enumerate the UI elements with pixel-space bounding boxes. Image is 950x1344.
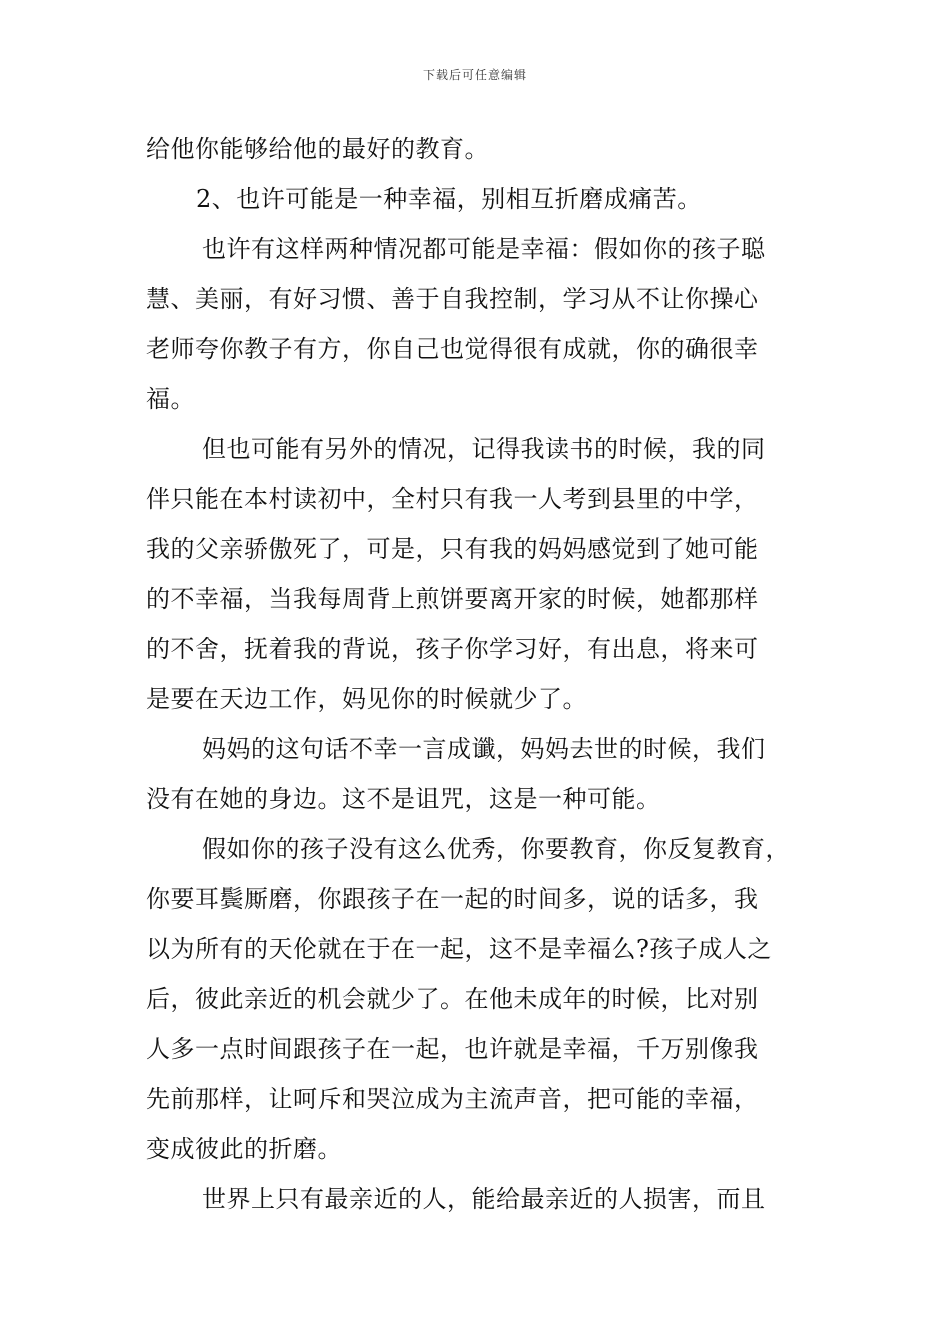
text-line: 后，彼此亲近的机会就少了。在他未成年的时候，比对别 <box>146 985 759 1013</box>
text-line: 福。 <box>146 385 195 413</box>
text-line: 假如你的孩子没有这么优秀，你要教育，你反复教育， <box>202 835 790 863</box>
text-line: 伴只能在本村读初中，全村只有我一人考到县里的中学， <box>146 485 759 513</box>
text-line: 你要耳鬓厮磨，你跟孩子在一起的时间多，说的话多，我 <box>146 885 759 913</box>
text-line: 人多一点时间跟孩子在一起，也许就是幸福，千万别像我 <box>146 1035 759 1063</box>
page-header: 下载后可任意编辑 <box>422 68 527 82</box>
section-heading: 2、也许可能是一种幸福，别相互折磨成痛苦。 <box>196 185 702 213</box>
document-body <box>146 124 808 1224</box>
text-line: 没有在她的身边。这不是诅咒，这是一种可能。 <box>146 785 661 813</box>
text-line: 的不舍，抚着我的背说，孩子你学习好，有出息，将来可 <box>146 635 759 663</box>
text-line: 但也可能有另外的情况，记得我读书的时候，我的同 <box>202 435 766 463</box>
text-line: 的不幸福，当我每周背上煎饼要离开家的时候，她都那样 <box>146 585 759 613</box>
text-line: 也许有这样两种情况都可能是幸福：假如你的孩子聪 <box>202 235 766 263</box>
text-line: 老师夸你教子有方，你自己也觉得很有成就，你的确很幸 <box>146 335 759 363</box>
text-line: 妈妈的这句话不幸一言成谶，妈妈去世的时候，我们 <box>202 735 766 763</box>
text-line: 以为所有的天伦就在于在一起，这不是幸福么?孩子成人之 <box>146 935 772 963</box>
text-line: 世界上只有最亲近的人，能给最亲近的人损害，而且 <box>202 1185 766 1213</box>
text-line: 给他你能够给他的最好的教育。 <box>146 135 489 163</box>
text-line: 我的父亲骄傲死了，可是，只有我的妈妈感觉到了她可能 <box>146 535 759 563</box>
text-line: 先前那样，让呵斥和哭泣成为主流声音，把可能的幸福， <box>146 1085 759 1113</box>
text-line: 是要在天边工作，妈见你的时候就少了。 <box>146 685 587 713</box>
text-line: 慧、美丽，有好习惯、善于自我控制，学习从不让你操心 <box>146 285 759 313</box>
text-line: 变成彼此的折磨。 <box>146 1135 342 1163</box>
